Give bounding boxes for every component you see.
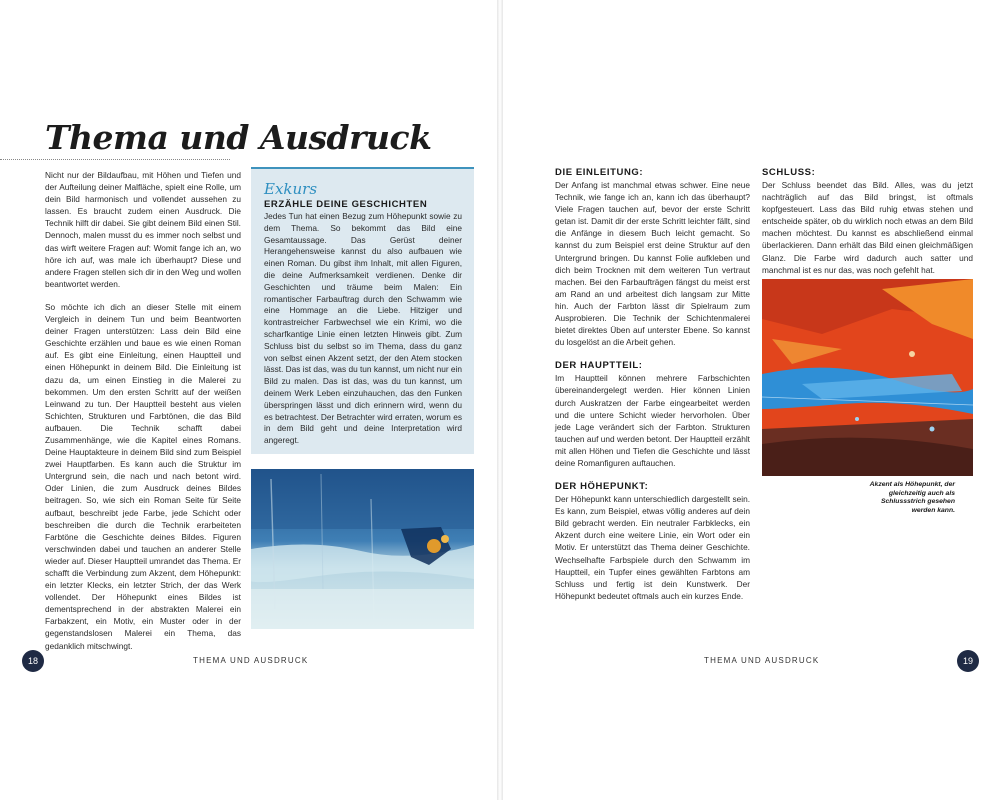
intro-paragraph-1: Nicht nur der Bildaufbau, mit Höhen und Tiefen und der Aufteilung deiner Malfläche, spielt eine Rolle, um dein Bild harmonisch und vollendet aussehen zu lassen. Es braucht zudem einen Ausdruck. Die Technik hilft dir dabei. Sie gibt deinem Bild einen Stil. Dennoch, malen musst du es immer noch selbst und das wirft weitere Fragen auf: Womit fange ich an, wo höre ich auf, was male ich überhaupt? Diese und andere Fragen stellen sich dir in den Weg und wollen beantwortet werden.: [45, 170, 241, 289]
exkurs-label: Exkurs: [264, 180, 318, 198]
section-heading: DIE EINLEITUNG:: [555, 167, 644, 178]
exkurs-text: Jedes Tun hat einen Bezug zum Höhepunkt sowie zu dem Thema. So bekommt das Bild eine Gesamtaussage. Das Gerüst deiner Herangehensweise kannst du also aufbauen wie einen Roman. Du gibst ihm Inhalt, mit allen Figuren, die deine Aufmerksamkeit verdienen. Denke dir Geschichten und träume beim Malen: Ein romantischer Farbauftrag durch den Schwamm wie eine Hommage an die Liebe. Hitziger und kontrastreicher Farbwechsel wie ein Krimi, wo die scharfkantige Linie einen letzten Hinweis gibt. Zum Schluss bist du selbst so im Thema, dass du ganz von selbst einen Akzent setzt, der den Atem stocken lässt. Das ist das, was du tun kannst, um nicht nur ein Bild zu malen. Das ist das, was du tun kannst, um deinem Werk Leben einzuhauchen, das den Funken überspringen lässt und dich erinnern wird, wenn du es betrachtest. Der Betrachter wird erraten, worum es in dem Bild geht und deine Interpretation wird angeregt.: [264, 211, 462, 446]
section-text: Der Höhepunkt kann unterschiedlich dargestellt sein. Es kann, zum Beispiel, etwas völlig anderes auf dein Bild gebracht werden. Ein neutraler Farbklecks, ein Akzent durch eine weitere Linie, ein Wort oder ein Motiv. Er unterstützt das Thema deiner Geschichte. Wechselhafte Farbspiele durch den Schwamm im Hauptteil, ein Tupfer eines gewählten Farbtons am Schluss und fertig ist dein Kunstwerk. Der Höhepunkt bedeutet oftmals auch ein kurzes Ende.: [555, 494, 750, 601]
intro-paragraph-2: So möchte ich dich an dieser Stelle mit einem Vergleich in deinem Tun und beim Beantworten deiner Fragen unterstützen: Lass dein Bild eine Geschichte erzählen und baue es wie einen Roman auf. Es gibt eine Einleitung, einen Hauptteil und einen Höhepunkt in deinem Bild. Die Einleitung ist dazu da, um einen Einstieg in die Malerei zu bekommen. Um den ersten Schritt auf der weißen Leinwand zu tun. Der Hauptteil besteht aus vielen Schichten, Strukturen und Farbtönen, die das Bild aufbauen. Die Technik schafft dabei Zusammenhänge, wie die Kapitel eines Romans. Deine Hauptakteure in deinem Bild sind zum Beispiel zwei Hauptfarben. Es kann auch die Struktur im Untergrund sein, die nach und nach betont wird. Oder Linien, die zum Ausdruck deines Bildes beitragen. So, wie sich ein Roman Seite für Seite aufbaut, beschreibt jede Farbe, jede Schicht oder beschreiben die durch die Technik erarbeiteten Farbtöne die Geschichte deines Bildes. Figuren verschwinden dabei und tauchen an anderer Stelle wieder auf. Dieser Hauptteil umrandet das Thema. Er schafft die Verbindung zum Akzent, dem Höhepunkt: ein letzter Klecks, ein letzter Strich, der das Werk vollendet. Der Höhepunkt eines Bildes ist dementsprechend in der abstrakten Malerei ein Farbakzent, ein Motiv, ein Muster oder in der gegenstandslosen Malerei ein Thema, das gedanklich mitschwingt.: [45, 301, 241, 651]
running-title: THEMA UND AUSDRUCK: [193, 656, 309, 665]
sections-column: [555, 167, 750, 614]
left-page: [0, 0, 497, 800]
schluss-heading: SCHLUSS:: [762, 167, 816, 178]
painting-red-abstract: [762, 279, 973, 476]
schluss-column: [762, 167, 973, 276]
section-heading: DER HÖHEPUNKT:: [555, 481, 649, 493]
section-text: Der Anfang ist manchmal etwas schwer. Eine neue Technik, wie fange ich an, kann ich das überhaupt? Viele Fragen tauchen auf, bevor der erste Schritt getan ist. Damit dir der erste Schritt leichter fällt, sind die Anfänge in diesem Buch leicht gemacht. So kannst du zum Beispiel erst deine Struktur auf den Untergrund bringen. Du kannst Folie aufkleben und dich beim Trocknen mit dem weiteren Tun vertraut machen. Bei den Farbaufträgen fängst du meist erst am Rand an und arbeitest dich langsam zur Mitte hin. Auch der Farbton lässt dir Spielraum zum Ausprobieren. Die Technik der Schichtenmalerei bietet direktes Üben auf unterster Ebene. So kannst du losgelöst an die Arbeit gehen.: [555, 180, 750, 348]
page-title: Thema und Ausdruck: [45, 118, 432, 157]
image-caption: Akzent als Höhepunkt, der gleichzeitig auch als Schlussstrich gesehen werden kann.: [869, 481, 955, 514]
title-divider: [0, 159, 230, 160]
exkurs-box: [251, 167, 474, 454]
schluss-text: Der Schluss beendet das Bild. Alles, was du jetzt nachträglich auf das Bild bringst, ist oftmals kopfgesteuert. Lass das Bild ruhig etwas stehen und entscheide später, ob du wirklich noch etwas an dem Bild machen möchtest. Du kannst es abschließend einmal überlackieren. Dann erhält das Bild einen gleichmäßigen Glanz. Die Farbe wird dadurch auch satter und manchmal ist es nur das, was noch gefehlt hat.: [762, 180, 973, 275]
running-title: THEMA UND AUSDRUCK: [704, 656, 820, 665]
painting-blue-abstract: [251, 469, 474, 629]
section-heading: DER HAUPTTEIL:: [555, 360, 643, 372]
page-number-badge: 18: [22, 650, 44, 672]
page-number-badge: 19: [957, 650, 979, 672]
intro-column: [45, 169, 241, 663]
exkurs-heading: ERZÄHLE DEINE GESCHICHTEN: [264, 199, 428, 210]
section-text: Im Hauptteil können mehrere Farbschichten übereinandergelegt werden. Hier können Linien durch Auskratzen der Farbe eingearbeitet werden und die untere Schicht wieder hervorholen. Über jede Lage verändert sich der Farbton. Strukturen tauchen auf und werden betont. Der Hauptteil erzählt mit allen Höhen und Tiefen die Geschichte und lässt deine Romanfiguren auftauchen.: [555, 373, 750, 468]
